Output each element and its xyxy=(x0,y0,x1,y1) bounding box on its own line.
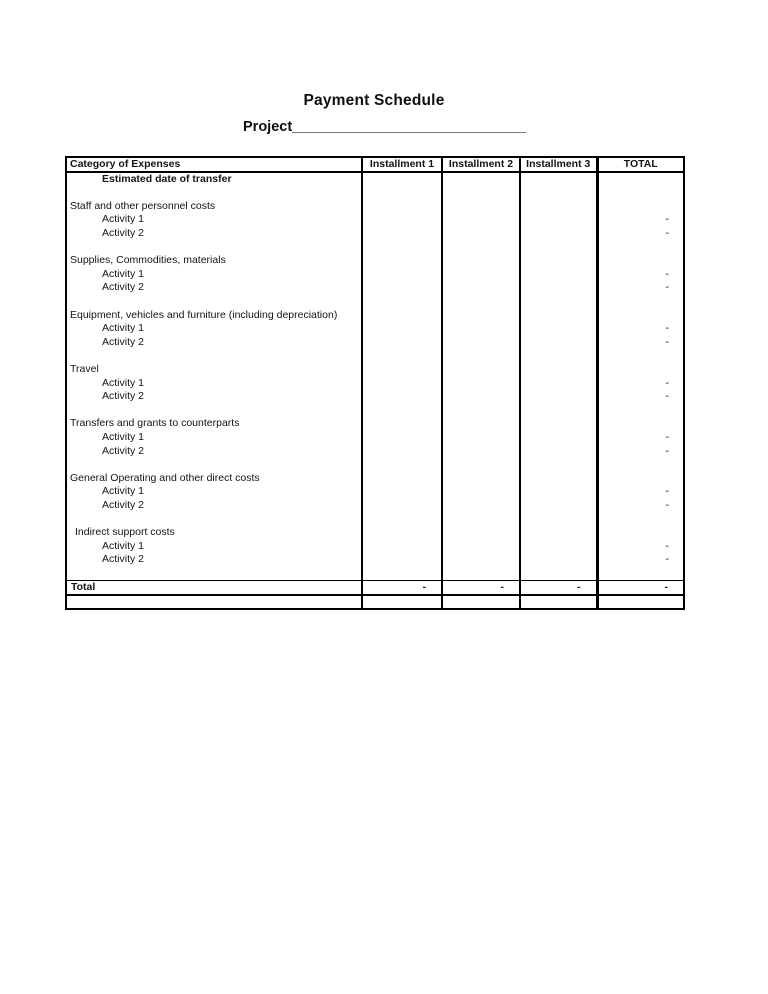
project-label-line xyxy=(243,119,526,135)
category-cell: Estimated date of transfer xyxy=(102,173,232,185)
project-label: Project xyxy=(243,119,293,135)
installment3-cell xyxy=(520,458,597,472)
table-row xyxy=(66,281,684,295)
installment2-cell xyxy=(442,295,520,309)
category-cell: Activity 1 xyxy=(102,485,145,498)
installment1-cell xyxy=(362,172,442,186)
footer-category-cell xyxy=(66,595,362,609)
category-cell: Activity 2 xyxy=(102,498,145,511)
table-row xyxy=(66,458,684,472)
installment2-cell xyxy=(442,336,520,350)
installment2-cell xyxy=(442,281,520,295)
table-row xyxy=(66,526,684,540)
total-cell: - xyxy=(597,539,684,553)
payment-schedule-table-wrap xyxy=(65,156,685,610)
installment3-cell xyxy=(520,417,597,431)
table-row xyxy=(66,186,684,200)
installment2-cell xyxy=(442,431,520,445)
category-cell xyxy=(66,295,362,309)
installment2-cell xyxy=(442,227,520,241)
installment2-cell xyxy=(442,471,520,485)
installment3-cell xyxy=(520,390,597,404)
total-cell xyxy=(597,471,684,485)
installment1-cell xyxy=(362,499,442,513)
installment3-cell xyxy=(520,539,597,553)
total-cell xyxy=(597,295,684,309)
col-header-category: Category of Expenses xyxy=(66,157,362,172)
installment3-cell xyxy=(520,281,597,295)
table-row xyxy=(66,308,684,322)
table-row xyxy=(66,512,684,526)
installment3-cell xyxy=(520,186,597,200)
installment1-cell xyxy=(362,227,442,241)
category-cell xyxy=(66,567,362,581)
total-cell xyxy=(597,567,684,581)
installment2-cell xyxy=(442,240,520,254)
installment3-cell xyxy=(520,526,597,540)
total-cell: - xyxy=(597,268,684,282)
installment1-cell xyxy=(362,336,442,350)
col-header-installment-2: Installment 2 xyxy=(442,157,520,172)
payment-schedule-table xyxy=(65,156,685,610)
category-cell: Indirect support costs xyxy=(75,526,175,539)
table-row xyxy=(66,390,684,404)
category-cell: Activity 1 xyxy=(102,539,145,552)
total-cell xyxy=(597,512,684,526)
table-row xyxy=(66,376,684,390)
installment2-cell xyxy=(442,308,520,322)
installment1-cell xyxy=(362,404,442,418)
installment1-cell xyxy=(362,186,442,200)
category-cell xyxy=(66,404,362,418)
installment1-cell xyxy=(362,281,442,295)
installment3-cell xyxy=(520,512,597,526)
table-header-row xyxy=(66,157,684,172)
table-row xyxy=(66,404,684,418)
footer-empty-row xyxy=(66,595,684,609)
table-row xyxy=(66,322,684,336)
installment3-cell xyxy=(520,485,597,499)
installment3-cell xyxy=(520,336,597,350)
total-cell: - xyxy=(597,485,684,499)
installment3-cell xyxy=(520,227,597,241)
installment3-cell xyxy=(520,376,597,390)
installment1-cell xyxy=(362,240,442,254)
installment1-cell xyxy=(362,349,442,363)
category-cell: Activity 1 xyxy=(102,213,145,226)
installment1-cell xyxy=(362,268,442,282)
category-cell: Activity 1 xyxy=(102,322,145,335)
total-cell: - xyxy=(597,553,684,567)
total-label-cell: Total xyxy=(66,580,362,595)
installment2-cell xyxy=(442,458,520,472)
installment2-cell xyxy=(442,417,520,431)
total-cell xyxy=(597,417,684,431)
total-cell xyxy=(597,458,684,472)
installment1-cell xyxy=(362,444,442,458)
page-title: Payment Schedule xyxy=(303,92,445,109)
table-row xyxy=(66,213,684,227)
category-cell: Activity 1 xyxy=(102,430,145,443)
total-cell: - xyxy=(597,390,684,404)
table-row xyxy=(66,471,684,485)
col-header-installment-1: Installment 1 xyxy=(362,157,442,172)
installment3-cell xyxy=(520,200,597,214)
footer-total-cell xyxy=(597,595,684,609)
installment1-cell xyxy=(362,417,442,431)
category-cell: Activity 1 xyxy=(102,267,145,280)
total-cell xyxy=(597,254,684,268)
total-cell xyxy=(597,172,684,186)
table-row xyxy=(66,172,684,186)
category-cell: Activity 2 xyxy=(102,444,145,457)
installment3-cell xyxy=(520,268,597,282)
total-total-cell: - xyxy=(597,580,684,595)
category-cell: Activity 2 xyxy=(102,335,145,348)
table-row xyxy=(66,254,684,268)
category-cell: General Operating and other direct costs xyxy=(70,471,260,484)
category-cell xyxy=(66,186,362,200)
installment2-cell xyxy=(442,376,520,390)
installment2-cell xyxy=(442,553,520,567)
installment1-cell xyxy=(362,308,442,322)
table-body xyxy=(66,172,684,580)
installment3-cell xyxy=(520,444,597,458)
category-cell: Staff and other personnel costs xyxy=(70,199,216,212)
installment3-cell xyxy=(520,254,597,268)
total-cell: - xyxy=(597,336,684,350)
installment3-cell xyxy=(520,308,597,322)
installment1-cell xyxy=(362,363,442,377)
installment3-cell xyxy=(520,322,597,336)
category-cell: Activity 2 xyxy=(102,390,145,403)
installment2-cell xyxy=(442,485,520,499)
total-cell xyxy=(597,200,684,214)
installment2-cell xyxy=(442,567,520,581)
installment1-cell xyxy=(362,376,442,390)
installment1-cell xyxy=(362,539,442,553)
table-row xyxy=(66,485,684,499)
installment2-cell xyxy=(442,363,520,377)
category-cell: Activity 2 xyxy=(102,227,145,240)
total-cell xyxy=(597,404,684,418)
total-installment2-cell: - xyxy=(442,580,520,595)
table-row xyxy=(66,499,684,513)
total-cell: - xyxy=(597,431,684,445)
total-cell: - xyxy=(597,444,684,458)
installment3-cell xyxy=(520,349,597,363)
category-cell xyxy=(66,458,362,472)
total-installment1-cell: - xyxy=(362,580,442,595)
installment2-cell xyxy=(442,268,520,282)
total-installment3-cell: - xyxy=(520,580,597,595)
installment2-cell xyxy=(442,539,520,553)
installment1-cell xyxy=(362,526,442,540)
installment2-cell xyxy=(442,254,520,268)
installment2-cell xyxy=(442,390,520,404)
category-cell: Supplies, Commodities, materials xyxy=(70,254,226,267)
table-row xyxy=(66,363,684,377)
installment1-cell xyxy=(362,431,442,445)
installment3-cell xyxy=(520,431,597,445)
table-row xyxy=(66,349,684,363)
installment1-cell xyxy=(362,295,442,309)
installment2-cell xyxy=(442,512,520,526)
footer-installment3-cell xyxy=(520,595,597,609)
total-cell xyxy=(597,308,684,322)
installment3-cell xyxy=(520,404,597,418)
total-cell xyxy=(597,349,684,363)
installment2-cell xyxy=(442,200,520,214)
installment2-cell xyxy=(442,444,520,458)
installment1-cell xyxy=(362,567,442,581)
total-cell: - xyxy=(597,213,684,227)
category-cell: Activity 2 xyxy=(102,281,145,294)
installment3-cell xyxy=(520,553,597,567)
installment2-cell xyxy=(442,186,520,200)
table-row xyxy=(66,417,684,431)
footer-installment1-cell xyxy=(362,595,442,609)
footer-installment2-cell xyxy=(442,595,520,609)
installment1-cell xyxy=(362,458,442,472)
installment3-cell xyxy=(520,172,597,186)
total-cell xyxy=(597,240,684,254)
installment3-cell xyxy=(520,471,597,485)
category-cell xyxy=(66,512,362,526)
category-cell: Equipment, vehicles and furniture (including depreciation) xyxy=(70,308,338,321)
installment2-cell xyxy=(442,213,520,227)
table-row xyxy=(66,567,684,581)
category-cell: Travel xyxy=(70,363,99,376)
total-cell: - xyxy=(597,281,684,295)
table-row xyxy=(66,336,684,350)
installment1-cell xyxy=(362,390,442,404)
table-row xyxy=(66,553,684,567)
installment2-cell xyxy=(442,172,520,186)
installment1-cell xyxy=(362,485,442,499)
category-cell: Activity 2 xyxy=(102,553,145,566)
installment3-cell xyxy=(520,567,597,581)
installment3-cell xyxy=(520,240,597,254)
project-blank-underline: _____________________________ xyxy=(292,119,527,135)
table-row xyxy=(66,444,684,458)
col-header-installment-3: Installment 3 xyxy=(520,157,597,172)
total-cell: - xyxy=(597,322,684,336)
installment2-cell xyxy=(442,322,520,336)
installment2-cell xyxy=(442,404,520,418)
installment2-cell xyxy=(442,499,520,513)
installment1-cell xyxy=(362,512,442,526)
installment2-cell xyxy=(442,526,520,540)
col-header-total: TOTAL xyxy=(597,157,684,172)
installment2-cell xyxy=(442,349,520,363)
installment3-cell xyxy=(520,363,597,377)
category-cell xyxy=(66,240,362,254)
category-cell xyxy=(66,349,362,363)
table-row xyxy=(66,431,684,445)
table-row xyxy=(66,240,684,254)
table-row xyxy=(66,268,684,282)
installment1-cell xyxy=(362,553,442,567)
installment3-cell xyxy=(520,213,597,227)
table-row xyxy=(66,200,684,214)
installment3-cell xyxy=(520,295,597,309)
total-cell: - xyxy=(597,227,684,241)
table-row xyxy=(66,295,684,309)
total-row xyxy=(66,580,684,595)
total-cell xyxy=(597,526,684,540)
installment1-cell xyxy=(362,200,442,214)
installment1-cell xyxy=(362,213,442,227)
category-cell: Activity 1 xyxy=(102,376,145,389)
category-cell: Transfers and grants to counterparts xyxy=(70,417,240,430)
total-cell: - xyxy=(597,376,684,390)
table-row xyxy=(66,539,684,553)
installment1-cell xyxy=(362,254,442,268)
installment1-cell xyxy=(362,471,442,485)
installment3-cell xyxy=(520,499,597,513)
table-row xyxy=(66,227,684,241)
total-cell xyxy=(597,363,684,377)
total-cell: - xyxy=(597,499,684,513)
total-cell xyxy=(597,186,684,200)
installment1-cell xyxy=(362,322,442,336)
